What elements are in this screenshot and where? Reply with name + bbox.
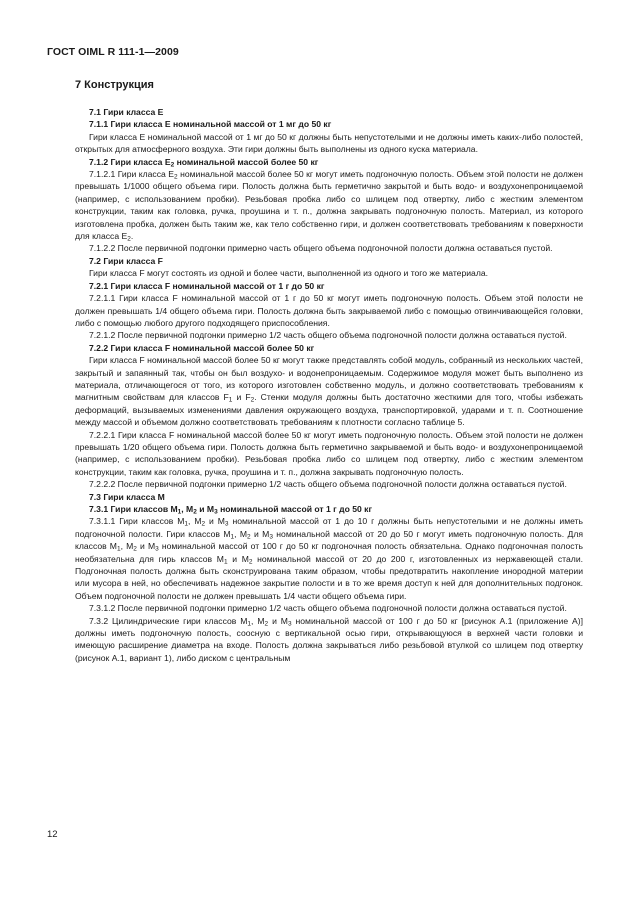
subscript: 2 — [127, 235, 131, 243]
paragraph-7-2-2-1: 7.2.2.1 Гири класса F номинальной массой более 50 кг могут иметь подгоночную полость. Объем этой полости не должен превышать 1/20 общего объема гири. Полость должна быть герметично закрываемой и быть водо- и воздухонепроницаемой (например, с использованием пробки). Резьбовая пробка либо со шлицем под отвертку, либо с жестким элементом конструкции, таким как головка, ручка, проушина и т. п., должна закрывать подгоночную полость. — [75, 429, 583, 477]
paragraph-7-3-1-1-text-c: и М — [205, 516, 225, 527]
subscript: 3 — [224, 520, 229, 528]
paragraph-7-3-1-1-text-l: номинальной массой от 20 до 200 г, изготовленных из нержавеющей стали. Подгоночная полость должна быть сконструирована таким образом, чтобы предотвратить накопление инородной материи или мусора в ней, но обеспечивать надежное закрытие полости и в то же время доступ к ней для дополнительных подгонок. Объем подгоночной полости не должен превышать 1/4 части общего объема гири. — [75, 553, 584, 601]
paragraph-7-3-1-1-text-g: номинальной массой от 20 до 50 г могут иметь подгоночную полость. Для классов М — [75, 528, 584, 552]
subscript: 1 — [184, 520, 189, 528]
subscript: 1 — [230, 533, 235, 541]
subscript: 2 — [174, 173, 178, 181]
paragraph-7-2-2-text-b: и F — [232, 392, 251, 403]
subscript: 2 — [133, 545, 137, 553]
paragraph-7-1-2-1-text-a: 7.1.2.1 Гири класса Е — [89, 169, 174, 180]
paragraph-7-3-2-text-c: и М — [268, 615, 288, 626]
paragraph-7-3-1-1-text-f: и М — [250, 528, 270, 539]
paragraph-7-3-1-1-text-k: и М — [227, 553, 249, 564]
paragraph-7-3-2-text-a: 7.3.2 Цилиндрические гири классов М — [89, 615, 248, 626]
heading-7-3-1 — [75, 503, 583, 515]
heading-7-1-1: 7.1.1 Гири класса Е номинальной массой от 1 мг до 50 кг — [89, 119, 332, 130]
paragraph-7-2-2-text-a: Гири класса F номинальной массой более 50 кг могут также представлять собой модуль, собранный из нескольких частей, закрытый и запаянный так, чтобы он был воздухо- и водонепроницаемым. Содержимое модуля может быть выполнено из материала, отличающегося от того, из которого изготовлен собственно модуль, и должно соответствовать требованиям к магнитным свойствам для классов F — [75, 355, 583, 403]
heading-7-2-1: 7.2.1 Гири класса F номинальной массой от 1 г до 50 кг — [89, 280, 325, 291]
paragraph-7-1-1: Гири класса Е номинальной массой от 1 мг до 50 кг должны быть непустотелыми и не должны иметь каких-либо полостей, открытых для атмосферного воздуха. Эти гири должны быть выполнены из одного куска материала. — [75, 131, 583, 155]
heading-7-1-2 — [75, 156, 583, 168]
subscript: 3 — [155, 545, 159, 553]
paragraph-7-1-2-1 — [75, 168, 583, 242]
subscript: 2 — [247, 533, 251, 541]
document-body — [75, 78, 583, 664]
heading-7-3-1-text-c: и М — [196, 504, 215, 514]
subscript: 1 — [177, 508, 182, 516]
subscript: 2 — [250, 396, 255, 404]
heading-7-2-2: 7.2.2 Гири класса F номинальной массой более 50 кг — [89, 342, 315, 353]
paragraph-7-2-2-text-c: . Стенки модуля должны быть достаточно жесткими для того, чтобы избежать деформаций, вызываемых изменениями давления окружающего воздуха, транспортировкой, ударами и т. п. Соотношение между массой и объемом должно соответствовать требованиям к плотности согласно таблице 5. — [75, 392, 583, 428]
page-number: 12 — [47, 829, 58, 840]
paragraph-7-3-2 — [75, 615, 583, 665]
subscript: 1 — [228, 396, 233, 404]
subscript: 3 — [214, 508, 218, 516]
paragraph-7-2-2-2: 7.2.2.2 После первичной подгонки примерно 1/2 часть общего объема подгоночной полости должна оставаться пустой. — [89, 479, 567, 490]
subscript: 2 — [170, 161, 175, 169]
heading-7-1-2-text-b: номинальной массой более 50 кг — [174, 156, 319, 167]
paragraph-7-3-1-1-text-h: , М — [120, 541, 134, 552]
heading-7-1: 7.1 Гири класса Е — [89, 107, 164, 117]
paragraph-7-3-2-text-d: номинальной массой от 100 г до 50 кг [рисунок А.1 (приложение А)] должны иметь подгоночную полость, соосную с вертикальной осью гири, открывающуюся в верхней части головки и имеющую расширение диаметра на входе. Полость должна закрываться либо резьбовой втулкой со шлицем под отвертку (рисунок А.1, вариант 1), либо диском с центральным — [75, 615, 584, 663]
paragraph-7-3-2-text-b: , М — [251, 615, 265, 626]
paragraph-7-1-2-1-text-b: номинальной массой более 50 кг могут иметь подгоночную полость. Объем этой полости не должен превышать 1/1000 общего объема гири. Полость должна быть герметично закрытой и быть водо- и воздухонепроницаемой (например, с использованием пробки). Резьбовая пробка либо со шлицем под отвертку, либо с жестким элементом конструкции, таким как головка, ручка, проушина и т. п., должна закрывать подгоночную полость. Материал, из которого изготовлена пробка, должен быть таким же, как тело собственно гири, и должен соответствовать требованиям к поверхности для класса Е — [75, 169, 584, 242]
subscript: 1 — [247, 620, 252, 628]
subscript: 2 — [193, 508, 197, 516]
heading-7-3-1-text-d: номинальной массой от 1 г до 50 кг — [217, 504, 373, 514]
subscript: 3 — [269, 533, 273, 541]
paragraph-7-2-2 — [75, 354, 583, 428]
paragraph-7-3-1-1-text-j: номинальной массой от 100 г до 50 кг подгоночная полость обязательна. Однако подгоночная полость необязательна для гирь классов М — [75, 541, 583, 564]
subscript: 1 — [116, 545, 121, 553]
document-code-header: ГОСТ OIML R 111-1—2009 — [47, 46, 179, 58]
paragraph-7-3-1-1-text-d: номинальной массой от 1 до 10 г должны быть непустотелыми и не должны иметь подгоночной полости. Гири классов М — [75, 516, 584, 539]
paragraph-7-3-1-1-text-i: и М — [136, 541, 156, 552]
paragraph-7-3-1-2: 7.3.1.2 После первичной подгонки примерно 1/2 часть общего объема подгоночной полости должна оставаться пустой. — [89, 603, 567, 614]
subscript: 2 — [248, 558, 253, 566]
subscript: 3 — [287, 620, 292, 628]
paragraph-7-3-1-1-text-b: , М — [188, 516, 202, 527]
paragraph-7-1-2-1-text-c: . — [130, 231, 134, 242]
heading-7-3: 7.3 Гири класса М — [89, 491, 165, 502]
heading-7-3-1-text-a: 7.3.1 Гири классов М — [89, 504, 178, 514]
paragraph-7-2: Гири класса F могут состоять из одной и более части, выполненной из одного и того же материала. — [89, 268, 488, 279]
paragraph-7-2-1-2: 7.2.1.2 После первичной подгонки примерно 1/2 часть общего объема подгоночной полости должна оставаться пустой. — [89, 330, 567, 341]
paragraph-7-1-2-2: 7.1.2.2 После первичной подгонки примерно часть общего объема подгоночной полости должна оставаться пустой. — [89, 243, 553, 254]
subscript: 1 — [223, 558, 228, 566]
heading-7-1-2-text-a: 7.1.2 Гири класса Е — [89, 156, 171, 167]
paragraph-7-3-1-1-text-e: , М — [234, 528, 248, 539]
paragraph-7-3-1-1-text-a: 7.3.1.1 Гири классов М — [89, 516, 185, 527]
subscript: 2 — [201, 520, 206, 528]
section-title: 7 Конструкция — [75, 79, 154, 91]
heading-7-2: 7.2 Гири класса F — [89, 255, 163, 266]
paragraph-7-2-1-1: 7.2.1.1 Гири класса F номинальной массой от 1 г до 50 кг могут иметь подгоночную полость. Объем этой полости не должен превышать 1/4 общего объема гири. Полость должна быть закрываемой либо с помощью отвинчивающейся головки, либо с помощью любого другого подходящего приспособления. — [75, 293, 583, 328]
subscript: 2 — [264, 620, 269, 628]
paragraph-7-3-1-1 — [75, 515, 583, 602]
heading-7-3-1-text-b: , М — [181, 504, 194, 514]
